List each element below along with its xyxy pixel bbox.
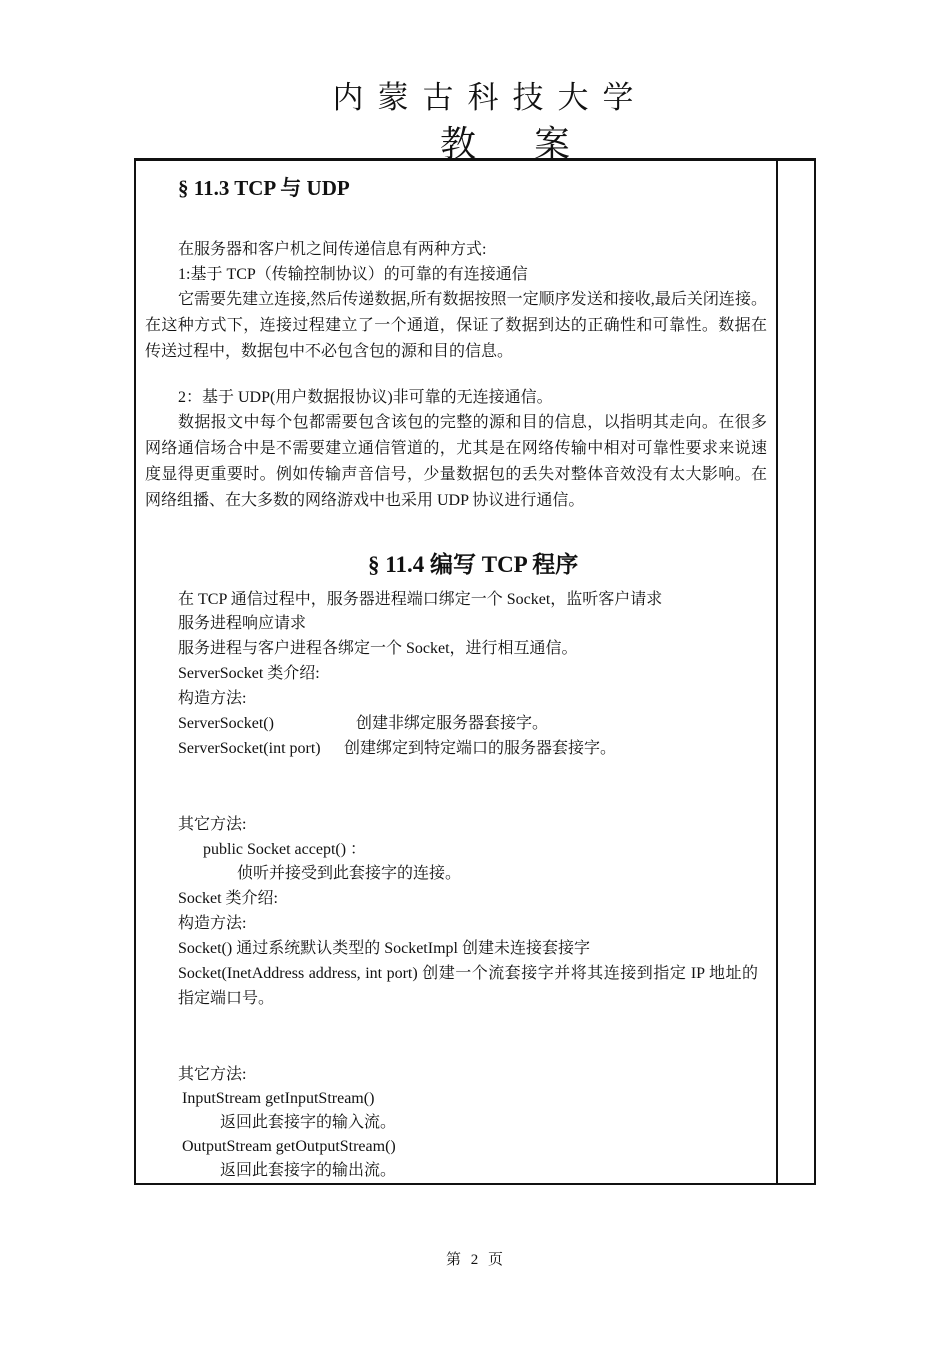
document-type-title: 教案 <box>439 124 628 165</box>
side-column-divider <box>776 158 778 1185</box>
text-line: 在 TCP 通信过程中，服务器进程端口绑定一个 Socket，监听客户请求 <box>178 591 663 608</box>
text-line: 服务进程与客户进程各绑定一个 Socket，进行相互通信。 <box>178 640 578 657</box>
accept-signature: public Socket accept() ： <box>203 841 367 858</box>
udp-paragraph: 数据报文中每个包都需要包含该包的完整的源和目的信息，以指明其走向。在很多网络通信场合中是不需要建立通信管道的，尤其是在网络传输中相对可靠性要求来说速度显得更重要时。例如传输声音信号，少量数据包的丢失对整体音效没有太大影响。在网络组播、在大多数的网络游戏中也采用 UDP 协议进行通信。 <box>145 414 767 509</box>
section-heading-11-3: § 11.3 TCP 与 UDP <box>178 176 350 200</box>
text-line: 服务进程响应请求 <box>178 615 307 632</box>
output-stream-signature: OutputStream getOutputStream() <box>182 1138 396 1155</box>
other-methods-label-2: 其它方法: <box>178 1066 247 1083</box>
serversocket-ctor1-description: 创建非绑定服务器套接字。 <box>356 715 549 732</box>
input-stream-description: 返回此套接字的输入流。 <box>220 1114 397 1131</box>
tcp-heading: 1:基于 TCP（传输控制协议）的可靠的有连接通信 <box>178 266 528 283</box>
socket-ctor-label: 构造方法: <box>178 915 247 932</box>
socket-class-intro: Socket 类介绍: <box>178 890 278 907</box>
input-stream-signature: InputStream getInputStream() <box>182 1090 375 1107</box>
intro-line: 在服务器和客户机之间传递信息有两种方式: <box>178 241 487 258</box>
text-line: ServerSocket 类介绍: <box>178 665 320 682</box>
serversocket-ctor1-signature: ServerSocket() <box>178 715 274 732</box>
serversocket-ctor2-signature: ServerSocket(int port) <box>178 740 321 757</box>
output-stream-description: 返回此套接字的输出流。 <box>220 1162 397 1179</box>
text-line: 构造方法: <box>178 690 247 707</box>
tcp-paragraph: 它需要先建立连接,然后传递数据,所有数据按照一定顺序发送和接收,最后关闭连接。在这种方式下，连接过程建立了一个通道，保证了数据到达的正确性和可靠性。数据在传送过程中，数据包中不必包含包的源和目的信息。 <box>145 291 767 360</box>
other-methods-label: 其它方法: <box>178 816 247 833</box>
serversocket-ctor2-description: 创建绑定到特定端口的服务器套接字。 <box>344 740 617 757</box>
accept-description: 侦听并接受到此套接字的连接。 <box>237 865 462 882</box>
socket-ctor1: Socket() 通过系统默认类型的 SocketImpl 创建未连接套接字 <box>178 940 590 957</box>
section-heading-11-4: § 11.4 编写 TCP 程序 <box>368 552 579 577</box>
udp-heading: 2：基于 UDP(用户数据报协议)非可靠的无连接通信。 <box>178 389 553 406</box>
university-title: 内蒙古科技大学 <box>332 80 648 116</box>
socket-ctor2: Socket(InetAddress address, int port) 创建一个流套接字并将其连接到指定 IP 地址的指定端口号。 <box>178 965 758 1007</box>
page-number: 第 2 页 <box>445 1252 506 1268</box>
